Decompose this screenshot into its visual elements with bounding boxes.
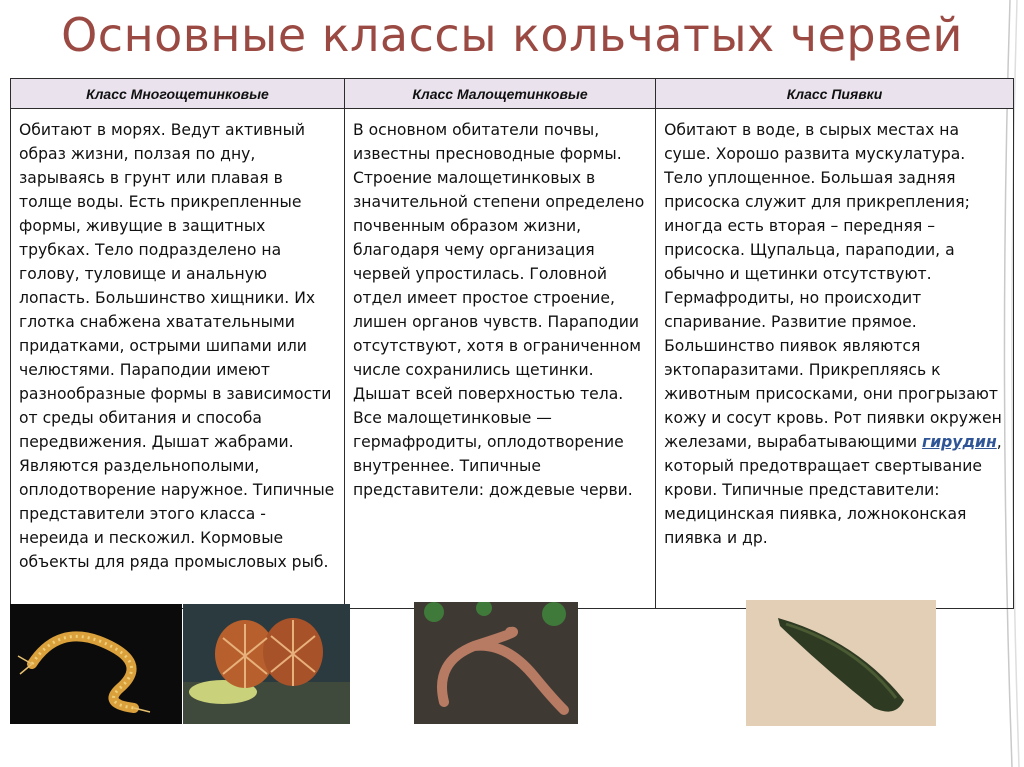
header-polychaetes: Класс Многощетинковые <box>11 79 345 109</box>
annelid-classes-table <box>10 78 1014 609</box>
table-row <box>11 109 1014 609</box>
leeches-text-start: Обитают в воде, в сырых местах на суше. Хорошо развита мускулатура. Тело уплощенное. Большая задняя присоска служит для прикрепления; иногда есть вторая – передняя – присоска. Щупальца, параподии, а обычно и щетинки отсутствуют. Гермафродиты, но происходит спаривание. Развитие прямое. Большинство пиявок являются эктопаразитами. Прикрепляясь к животным присосками, они прогрызают кожу и сосут кровь. Рот пиявки окружен железами, вырабатывающими <box>664 121 1002 451</box>
header-oligochaetes: Класс Малощетинковые <box>344 79 655 109</box>
oligochaetes-description: В основном обитатели почвы, известны пресноводные формы. Строение малощетинковых в значительной степени определено почвенным образом жизни, благодаря чему организация червей упростилась. Головной отдел имеет простое строение, лишен органов чувств. Параподии отсутствуют, хотя в ограниченном числе сохранились щетинки. Дышат всей поверхностью тела. Все малощетинковые — гермафродиты, оплодотворение внутреннее. Типичные представители: дождевые черви. <box>344 109 655 609</box>
leeches-text-end: , который предотвращает свертывание крови. Типичные представители: медицинская пиявка, ложноконская пиявка и др. <box>664 433 1002 547</box>
leeches-description <box>656 109 1014 609</box>
earthworm-photo <box>414 602 578 724</box>
header-leeches: Класс Пиявки <box>656 79 1014 109</box>
nereid-worm-photo <box>10 604 182 724</box>
page-title: Основные классы кольчатых червей <box>61 8 963 62</box>
leech-photo <box>746 600 936 726</box>
polychaetes-description: Обитают в морях. Ведут активный образ жизни, ползая по дну, зарываясь в грунт или плавая в толще воды. Есть прикрепленные формы, живущие в защитных трубках. Тело подразделено на голову, туловище и анальную лопасть. Большинство хищники. Их глотка снабжена хватательными придатками, острыми шипами или челюстями. Параподии имеют разнообразные формы в зависимости от среды обитания и способа передвижения. Дышат жабрами. Являются раздельнополыми, оплодотворение наружное. Типичные представители этого класса - нереида и пескожил. Кормовые объекты для ряда промысловых рыб. <box>11 109 345 609</box>
hirudin-term: гирудин <box>922 433 997 451</box>
table-header-row <box>11 79 1014 109</box>
fan-worm-photo <box>183 604 350 724</box>
